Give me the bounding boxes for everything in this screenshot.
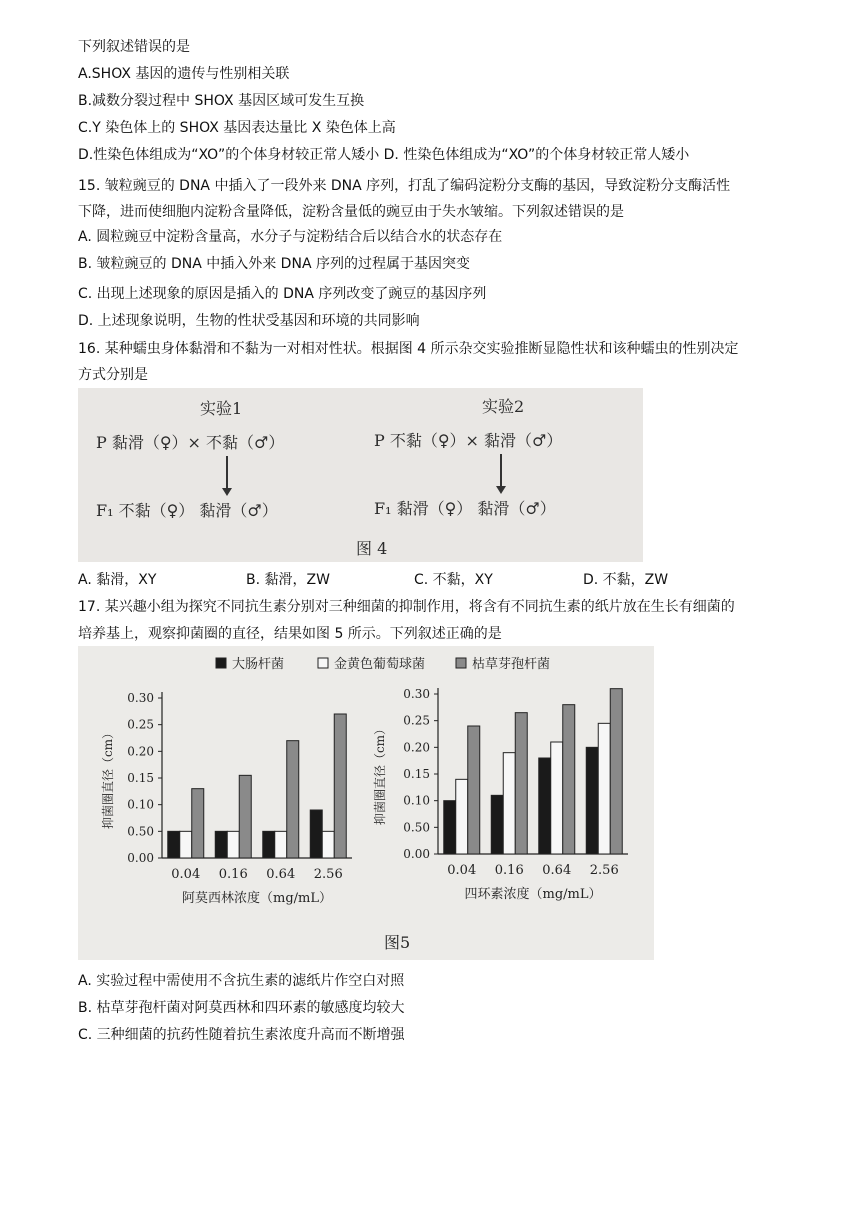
exp2-offspring: F₁ 黏滑（♀） 黏滑（♂）	[374, 499, 556, 518]
q17-option-b: B. 枯草芽孢杆菌对阿莫西林和四环素的敏感度均较大	[78, 1000, 405, 1016]
bar-2-0	[468, 726, 480, 854]
y-tick-label: 0.25	[127, 717, 154, 732]
q15-stem-line1: 15. 皱粒豌豆的 DNA 中插入了一段外来 DNA 序列，打乱了编码淀粉分支酶的基因，导致淀粉分支酶活性	[78, 178, 731, 194]
exp1-parents: P 黏滑（♀）× 不黏（♂）	[96, 433, 285, 452]
bar-1-2	[551, 742, 563, 854]
legend-label-1: 金黄色葡萄球菌	[334, 657, 426, 672]
q15-option-b: B. 皱粒豌豆的 DNA 中插入外来 DNA 序列的过程属于基因突变	[78, 256, 470, 272]
exp2-arrow	[500, 454, 502, 488]
y-tick-label: 0.20	[403, 740, 430, 755]
bar-0-1	[491, 795, 503, 854]
figure-5-svg	[78, 646, 654, 960]
y-tick-label: 0.50	[127, 824, 154, 839]
y-tick-label: 0.10	[127, 797, 154, 812]
q15-option-c: C. 出现上述现象的原因是插入的 DNA 序列改变了豌豆的基因序列	[78, 286, 487, 302]
x-tick-label: 2.56	[313, 867, 343, 882]
chart-legend	[216, 656, 550, 672]
bar-2-2	[287, 741, 299, 858]
q17-option-a: A. 实验过程中需使用不含抗生素的滤纸片作空白对照	[78, 973, 405, 989]
y-tick-label: 0.30	[403, 687, 430, 701]
bar-2-3	[334, 714, 346, 858]
legend-swatch-2	[456, 658, 466, 668]
x-tick-label: 0.04	[171, 867, 201, 882]
chart-amoxicillin	[100, 691, 352, 906]
bar-0-2	[539, 758, 551, 854]
x-tick-label: 0.16	[494, 863, 524, 878]
bar-2-0	[192, 789, 204, 858]
y-tick-label: 0.15	[127, 771, 154, 785]
exp2-parents: P 不黏（♀）× 黏滑（♂）	[374, 431, 563, 450]
bar-0-3	[586, 747, 598, 854]
figure-4-crossing-diagram	[78, 388, 643, 562]
y-tick-label: 0.15	[403, 767, 430, 781]
q14-option-d: D.性染色体组成为“XO”的个体身材较正常人矮小 D. 性染色体组成为“XO”的个体身材较正常人矮小	[78, 147, 690, 163]
q14-option-c: C.Y 染色体上的 SHOX 基因表达量比 X 染色体上高	[78, 120, 396, 136]
bar-0-0	[444, 801, 456, 854]
x-tick-label: 0.64	[542, 863, 572, 878]
y-axis-label: 抑菌圈直径（cm）	[101, 726, 115, 830]
y-tick-label: 0.20	[127, 744, 154, 759]
q16-stem-line2: 方式分别是	[78, 367, 148, 383]
bar-1-1	[227, 831, 239, 858]
bar-0-3	[310, 810, 322, 858]
y-tick-label: 0.00	[127, 851, 154, 865]
legend-label-2: 枯草芽孢杆菌	[472, 657, 551, 672]
y-tick-label: 0.00	[403, 847, 430, 861]
x-axis-label: 四环素浓度（mg/mL）	[464, 887, 602, 902]
legend-swatch-1	[318, 658, 328, 668]
q14-option-a: A.SHOX 基因的遗传与性别相关联	[78, 66, 290, 82]
q16-stem-line1: 16. 某种蠕虫身体黏滑和不黏为一对相对性状。根据图 4 所示杂交实验推断显隐性状和该种蠕虫的性别决定	[78, 341, 739, 357]
x-tick-label: 0.04	[447, 863, 477, 878]
intro-text: 下列叙述错误的是	[78, 39, 190, 55]
bar-2-2	[563, 705, 575, 854]
bar-0-1	[215, 831, 227, 858]
q16-option-d: D. 不黏，ZW	[583, 572, 669, 588]
y-tick-label: 0.25	[403, 713, 430, 728]
q16-option-b: B. 黏滑，ZW	[246, 572, 330, 588]
legend-label-0: 大肠杆菌	[232, 657, 285, 672]
q15-stem-line2: 下降，进而使细胞内淀粉含量降低，淀粉含量低的豌豆由于失水皱缩。下列叙述错误的是	[78, 204, 624, 220]
bar-1-3	[598, 723, 610, 854]
figure-5-bar-charts	[78, 646, 654, 960]
exp1-title: 实验1	[200, 399, 243, 418]
x-tick-label: 0.64	[266, 867, 296, 882]
x-tick-label: 0.16	[218, 867, 248, 882]
q17-option-c: C. 三种细菌的抗药性随着抗生素浓度升高而不断增强	[78, 1027, 405, 1043]
chart-tetracycline	[372, 687, 628, 902]
q15-option-d: D. 上述现象说明，生物的性状受基因和环境的共同影响	[78, 313, 420, 329]
bar-2-3	[610, 689, 622, 854]
y-tick-label: 0.10	[403, 793, 430, 808]
bar-1-0	[180, 831, 192, 858]
y-tick-label: 0.30	[127, 691, 154, 705]
x-tick-label: 2.56	[589, 863, 619, 878]
exp1-arrow	[226, 456, 228, 490]
figure-4-caption: 图 4	[356, 539, 388, 558]
q15-option-a: A. 圆粒豌豆中淀粉含量高，水分子与淀粉结合后以结合水的状态存在	[78, 229, 503, 245]
bar-0-0	[168, 831, 180, 858]
x-axis-label: 阿莫西林浓度（mg/mL）	[182, 891, 332, 906]
q17-stem-line2: 培养基上，观察抑菌圈的直径，结果如图 5 所示。下列叙述正确的是	[78, 626, 502, 642]
q16-option-a: A. 黏滑，XY	[78, 572, 157, 588]
q17-stem-line1: 17. 某兴趣小组为探究不同抗生素分别对三种细菌的抑制作用，将含有不同抗生素的纸片放在生长有细菌的	[78, 599, 735, 615]
bar-2-1	[515, 713, 527, 854]
q14-option-b: B.减数分裂过程中 SHOX 基因区域可发生互换	[78, 93, 365, 109]
bar-2-1	[239, 775, 251, 858]
exp2-title: 实验2	[482, 397, 525, 416]
exp1-offspring: F₁ 不黏（♀） 黏滑（♂）	[96, 501, 278, 520]
y-axis-label: 抑菌圈直径（cm）	[373, 722, 387, 826]
bar-1-2	[275, 831, 287, 858]
y-tick-label: 0.50	[403, 820, 430, 835]
legend-swatch-0	[216, 658, 226, 668]
bar-1-3	[322, 831, 334, 858]
q16-option-c: C. 不黏，XY	[414, 572, 493, 588]
figure-5-caption: 图5	[384, 933, 411, 952]
bar-1-0	[456, 779, 468, 854]
bar-0-2	[263, 831, 275, 858]
bar-1-1	[503, 753, 515, 854]
